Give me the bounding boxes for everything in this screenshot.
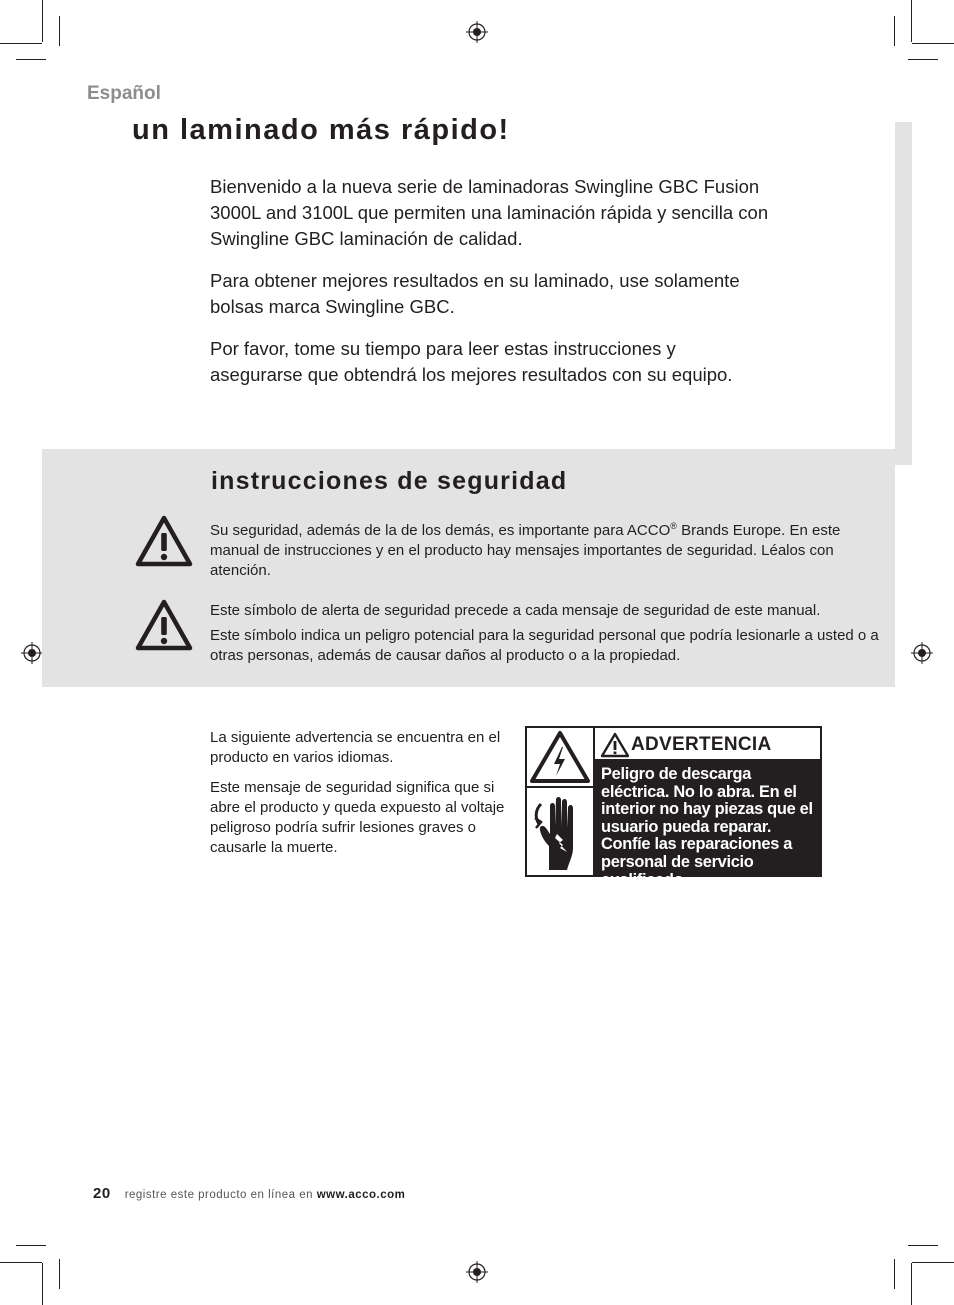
crop-mark — [911, 0, 912, 42]
crop-mark — [912, 1262, 954, 1263]
registration-mark-icon — [466, 21, 488, 43]
footer-text: registre este producto en línea en — [124, 1189, 317, 1201]
crop-mark — [16, 1245, 46, 1246]
crop-mark — [911, 1263, 912, 1305]
crop-mark — [894, 1259, 895, 1289]
warning-label-icons — [527, 728, 595, 875]
safety-block-2 — [210, 601, 880, 666]
warning-label-header — [595, 728, 820, 761]
intro-paragraph: Bienvenido a la nueva serie de laminadoras Swingline GBC Fusion 3000L and 3100L que permiten una laminación rápida y sencilla con Swingline GBC laminación de calidad. — [210, 176, 769, 249]
body-paragraph: La siguiente advertencia se encuentra en el producto en varios idiomas. — [210, 729, 501, 766]
crop-mark — [912, 43, 954, 44]
warning-explanation — [210, 728, 506, 868]
crop-mark — [908, 59, 938, 60]
crop-mark — [0, 1262, 42, 1263]
side-tab-bar — [895, 122, 912, 465]
warning-triangle-icon — [135, 599, 193, 651]
crop-mark — [908, 1245, 938, 1246]
crop-mark — [59, 16, 60, 46]
electric-shock-hand-icon — [527, 788, 593, 873]
lightning-triangle-icon — [527, 728, 593, 786]
crop-mark — [59, 1259, 60, 1289]
language-label: Español — [87, 83, 161, 104]
safety-text: Este símbolo de alerta de seguridad precede a cada mensaje de seguridad de este manual. — [210, 602, 821, 619]
crop-mark — [42, 1263, 43, 1305]
warning-label-heading: ADVERTENCIA — [631, 734, 772, 755]
crop-mark — [16, 59, 46, 60]
warning-label — [525, 726, 822, 889]
intro-paragraph: Para obtener mejores resultados en su laminado, use solamente bolsas marca Swingline GBC. — [210, 270, 740, 317]
crop-mark — [0, 43, 42, 44]
registration-mark-icon — [911, 642, 933, 664]
warning-triangle-icon — [135, 515, 193, 567]
body-paragraph: Este mensaje de seguridad significa que si abre el producto y queda expuesto al voltaje peligroso podría sufrir lesiones graves o causarle la muerte. — [210, 779, 505, 856]
crop-mark — [894, 16, 895, 46]
page-footer — [93, 1185, 405, 1202]
registration-mark-icon — [466, 1261, 488, 1283]
safety-block-1 — [210, 516, 850, 581]
safety-text: Este símbolo indica un peligro potencial para la seguridad personal que podría lesionarle a usted o a otras personas, además de causar daños al producto o a la propiedad. — [210, 627, 879, 664]
crop-mark — [42, 0, 43, 42]
intro-section — [210, 174, 770, 404]
warning-label-body: Peligro de descarga eléctrica. No lo abra. En el interior no hay piezas que el usuario pueda reparar. Confíe las reparaciones a personal de servicio cualificado. — [595, 761, 820, 875]
safety-heading: instrucciones de seguridad — [211, 467, 568, 495]
page-title: un laminado más rápido! — [132, 114, 510, 146]
safety-text: Su seguridad, además de la de los demás, es importante para ACCO® Brands Europe. En este manual de instrucciones y en el producto hay mensajes importantes de seguridad. Léalos con atención. — [210, 521, 841, 579]
page-number: 20 — [93, 1185, 111, 1202]
footer-website-link[interactable]: www.acco.com — [316, 1189, 406, 1201]
warning-label-icon-cell — [527, 728, 593, 788]
warning-triangle-icon — [600, 732, 630, 758]
registration-mark-icon — [21, 642, 43, 664]
intro-paragraph: Por favor, tome su tiempo para leer estas instrucciones y asegurarse que obtendrá los mejores resultados con su equipo. — [210, 338, 733, 385]
